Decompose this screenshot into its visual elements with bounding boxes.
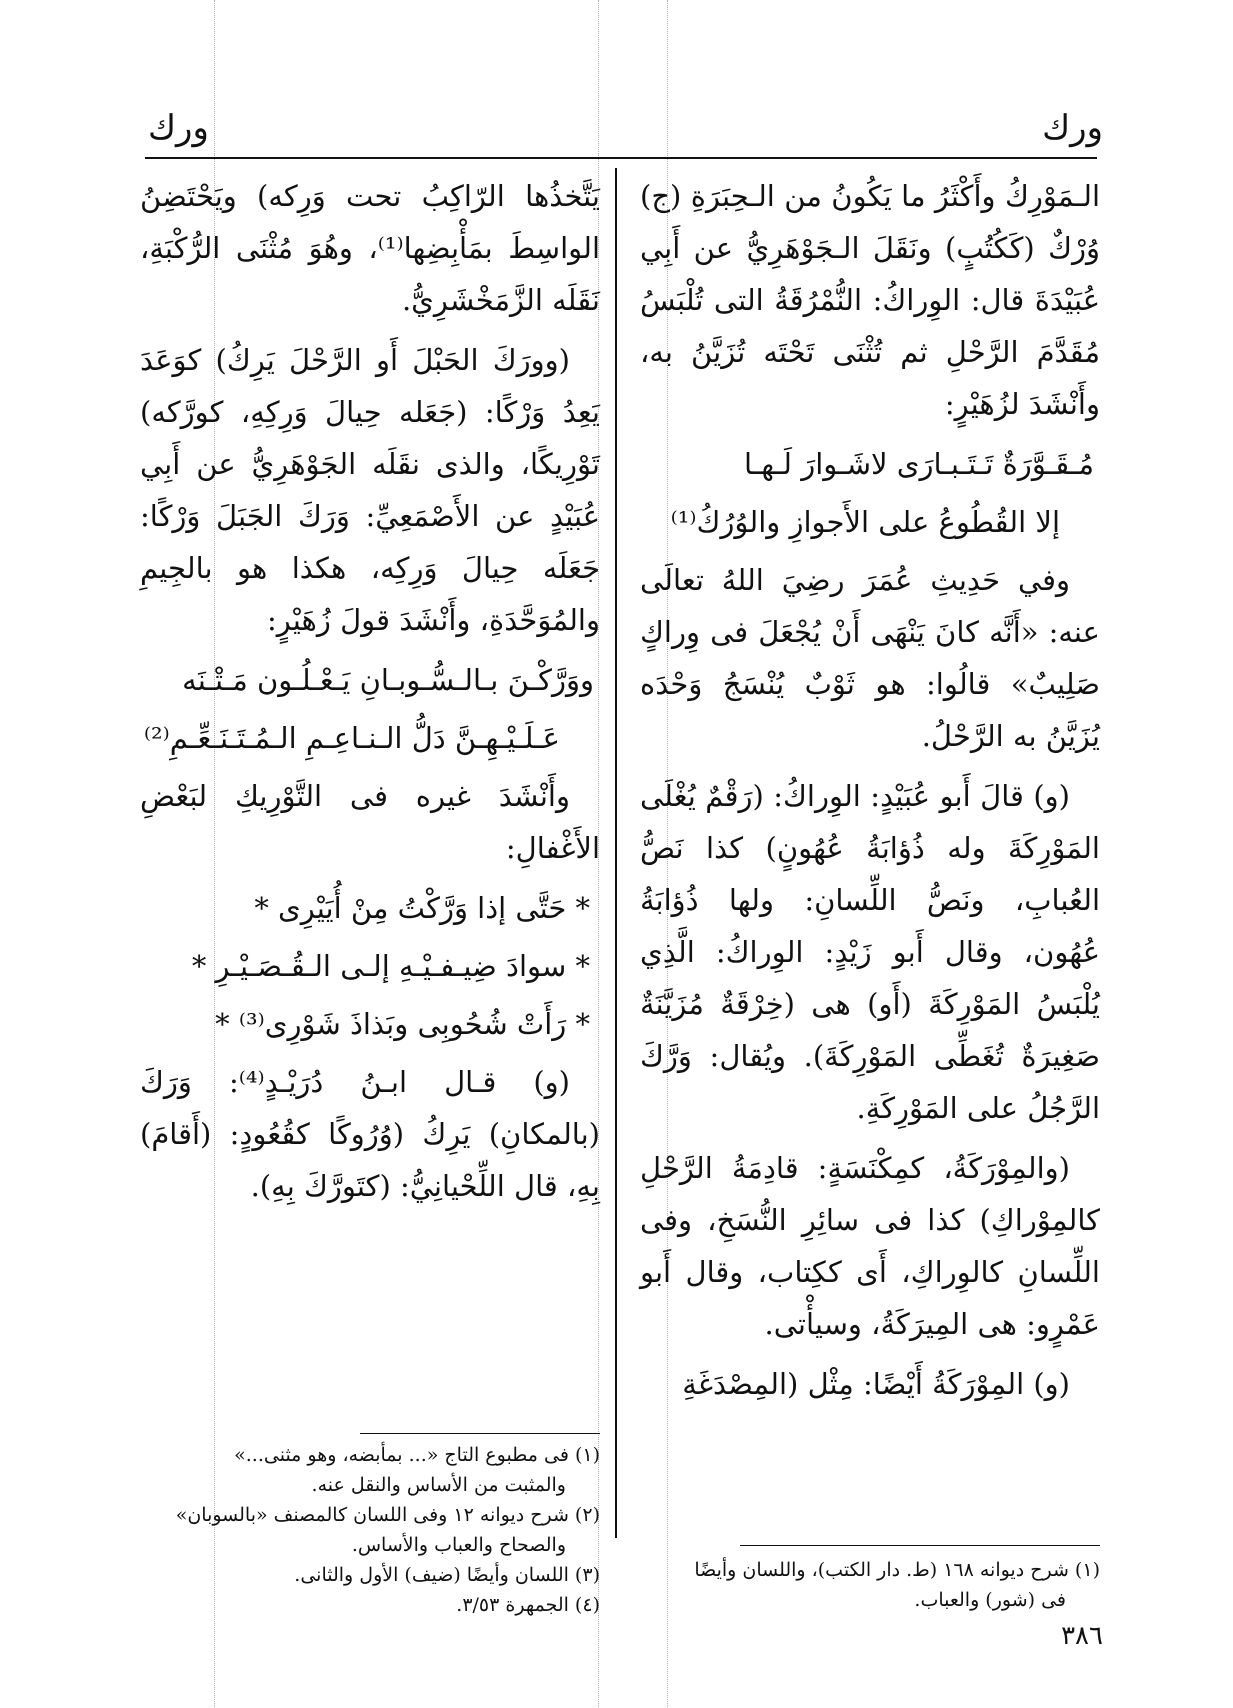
page-number: ٣٨٦ (1061, 1621, 1103, 1651)
verse-line: مُـقَـوَّرَةٌ تَـتَـبـارَى لاشَـوارَ لَـهـا (743, 447, 1094, 481)
footnote-rule (360, 1433, 600, 1434)
footnote: (٤) الجمهرة ٣/٥٣. (456, 1594, 600, 1616)
paragraph: (و) المِوْرَكَةُ أَيْضًا: مِثْل (المِصْدَغَةِ (682, 1367, 1070, 1401)
header-right-word: ورك (1042, 108, 1103, 148)
footnote: (٢) شرح ديوانه ١٢ وفى اللسان كالمصنف «بالسوبان» (175, 1504, 600, 1526)
footnote: فى (شور) والعباب. (914, 1589, 1066, 1611)
footnote: والصحاح والعباب والأساس. (351, 1534, 566, 1556)
footnote: والمثبت من الأساس والنقل عنه. (311, 1474, 566, 1496)
footnotes-left (140, 1440, 600, 1620)
header-left-word: ورك (148, 108, 209, 148)
footnotes-right (640, 1555, 1100, 1615)
footnote-rule (740, 1545, 1100, 1546)
verse-line: * رَأَتْ شُحُوبِى وبَذاذَ شَوْرِى⁽³⁾ * (215, 1007, 590, 1041)
column-divider (615, 168, 617, 1538)
paragraph: يَتَّخذُها الرّاكِبُ تحت وَرِكه) ويَحْتَضِنُ الواسِطَ بمَأْبِضِها⁽¹⁾، وهُوَ مُثْنَى الرُّكْبَةِ، نَقَلَه الزَّمَخْشَرِيُّ. (140, 179, 601, 317)
paragraph: وأَنْشَدَ غيره فى التَّوْرِيكِ لبَعْضِ الأَغْفالِ: (140, 779, 600, 865)
verse-line: ووَرَّكْـنَ بـالـسُّـوبـانِ يَـعْـلُـون مَـتْـنَه (182, 663, 594, 697)
paragraph: (و) قالَ أَبو عُبَيْدٍ: الوِراكُ: (رَقْمٌ يُغْلَى المَوْرِكَةَ وله ذُؤابَةُ عُهُونٍ) كذا نَصُّ العُبابِ، ونَصُّ اللِّسانِ: ولها ذُؤابَةُ عُهُون، وقال أَبو زَيْدٍ: الوِراكُ: الَّذِي يُلْبَسُ المَوْرِكَةَ (أَو) هى (خِرْقَةٌ مُزَيَّنَةٌ صَغِيرَةٌ تُغَطِّى المَوْرِكَةَ). ويُقال: وَرَّكَ الرَّجُلُ على المَوْرِكَةِ. (640, 779, 1100, 1125)
left-column (140, 170, 600, 1220)
verse-line: * حَتَّى إذا وَرَّكْتُ مِنْ أُيَيْرِى * (254, 891, 590, 925)
paragraph: (و) قـال ابـنُ دُرَيْـدٍ⁽⁴⁾: وَرَكَ (بالمكانِ) يَرِكُ (وُرُوكًا كقُعُودٍ: (أَقامَ) بِهِ، قال اللِّحْيانِيُّ: (كتَورَّكَ بِهِ). (140, 1065, 600, 1203)
verse-line: * سوادَ ضِيـفـيْـهِ إلـى الـقُـصَـيْـرِ * (191, 949, 590, 983)
footnote: (٣) اللسان وأيضًا (ضيف) الأول والثانى. (294, 1564, 600, 1586)
paragraph: (وورَكَ الحَبْلَ أَو الرَّحْلَ يَرِكُ) كوَعَدَ يَعِدُ وَرْكًا: (جَعَله حِيالَ وَرِكِهِ، كورَّكه) تَوْرِيكًا، والذى نقَلَه الجَوْهَرِيُّ عن أَبِي عُبَيْدٍ عن الأَصْمَعِيِّ: وَرَكَ الجَبَلَ وَرْكًا: جَعَلَه حِيالَ وَرِكِه، هكذا هو بالجِيمِ والمُوَحَّدَةِ، وأَنْشَدَ قولَ زُهَيْرٍ: (140, 343, 600, 637)
header-rule (145, 157, 1097, 159)
verse-line: عَـلَـيْـهِـنَّ دَلُّ الـنـاعِـمِ الـمُـتَـنَـعِّـمِ⁽²⁾ (143, 721, 560, 755)
paragraph: الـمَوْرِكُ وأَكْثَرُ ما يَكُونُ من الـحِبَرَةِ (ج) وُرْكٌ (كَكُتُبٍ) ونَقَلَ الـجَوْهَرِيُّ عن أَبِي عُبَيْدَةَ قال: الوِراكُ: النُّمْرُقَةُ التى تُلْبَسُ مُقَدَّمَ الرَّحْلِ ثم تُثْنَى تَحْتَه تُزَيَّنُ به، وأَنْشَدَ لزُهَيْرٍ: (640, 179, 1100, 421)
right-column (640, 170, 1100, 1418)
footnote: (١) فى مطبوع التاج «... بمأبضه، وهو مثنى...» (234, 1444, 600, 1466)
paragraph: وفي حَدِيثِ عُمَرَ رضِيَ اللهُ تعالَى عنه: «أَنَّه كانَ يَنْهَى أَنْ يُجْعَلَ فى وِراكٍ صَلِيبٌ» قالُوا: هو ثَوْبٌ يُنْسَجُ وَحْدَه يُزَيَّنُ به الرَّحْلُ. (640, 563, 1100, 753)
verse-line: إلا القُطُوعُ على الأَجوازِ والوُرُكُ⁽¹⁾ (670, 505, 1060, 539)
footnote: (١) شرح ديوانه ١٦٨ (ط. دار الكتب)، واللسان وأيضًا (694, 1559, 1100, 1581)
paragraph: (والمِوْرَكَةُ، كمِكْنَسَةٍ: قادِمَةُ الرَّحْلِ كالمِوْراكِ) كذا فى سائِرِ النُّسَخِ، وفى اللِّسانِ كالوِراكِ، أَى ككِتاب، وقال أَبو عَمْرٍو: هى المِيرَكَةُ، وسيأْتى. (640, 1151, 1100, 1341)
